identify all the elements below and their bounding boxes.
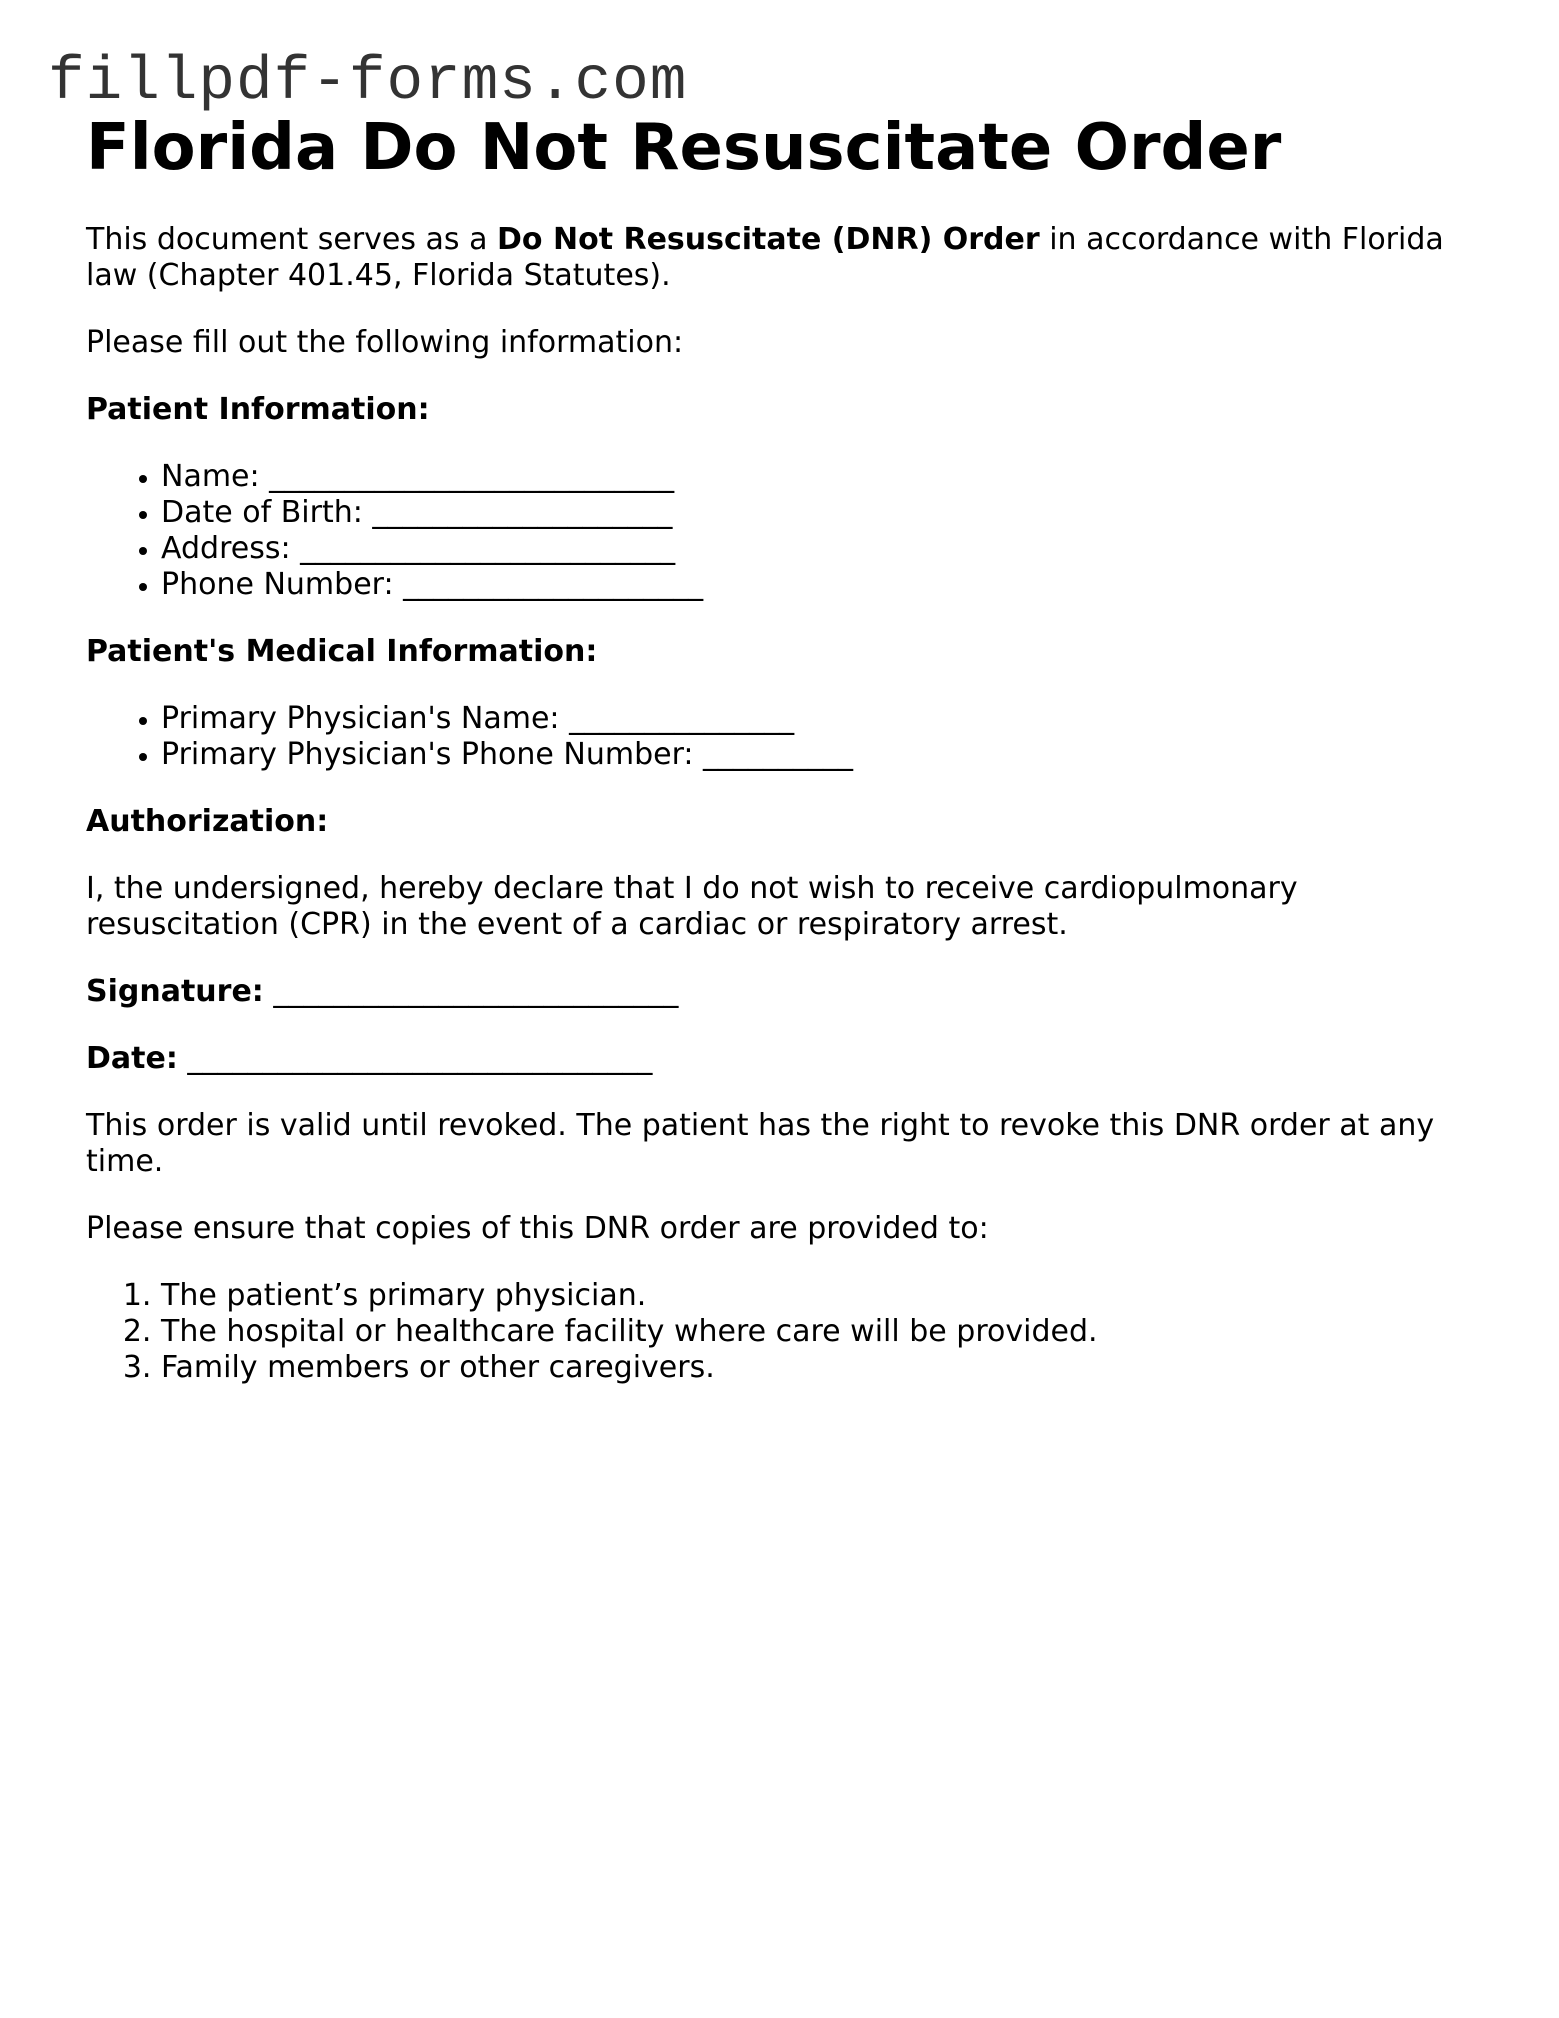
watermark: fillpdf-forms.com [48,48,688,117]
signature-blank[interactable]: ___________________________ [263,974,679,1009]
physician-name-field[interactable]: • Primary Physician's Name: _______________ [161,701,1486,737]
date-field[interactable] [86,1041,1486,1077]
authorization-text: I, the undersigned, hereby declare that I do not wish to receive cardiopulmonary resuscitation (CPR) in the event of a cardiac or respiratory arrest. [86,871,1298,942]
signature-field[interactable] [86,974,1486,1010]
list-item: 1. The patient’s primary physician. [161,1278,1486,1314]
intro-text-before: This document serves as a [86,222,498,257]
page-title: Florida Do Not Resuscitate Order [86,111,1282,185]
patient-dob-field[interactable]: • Date of Birth: ____________________ [161,495,1486,531]
fill-prompt: Please fill out the following information: [86,325,684,360]
physician-phone-field[interactable]: • Primary Physician's Phone Number: __________ [161,737,1486,773]
validity-text: This order is valid until revoked. The patient has the right to revoke this DNR order at any time. [86,1108,1435,1179]
document-page [86,108,1486,1386]
intro-bold-term: Do Not Resuscitate (DNR) Order [497,222,1040,257]
copies-prompt: Please ensure that copies of this DNR order are provided to: [86,1211,989,1246]
patient-address-field[interactable]: • Address: _________________________ [161,531,1486,567]
signature-label: Signature: [86,974,264,1009]
medical-info-list [86,701,1486,773]
intro-text-after: in accordance with Florida law (Chapter 401.45, Florida Statutes). [86,222,1444,293]
patient-info-heading: Patient Information: [86,392,430,427]
list-item: 2. The hospital or healthcare facility where care will be provided. [161,1314,1486,1350]
date-blank[interactable]: _______________________________ [177,1041,653,1076]
list-item: 3. Family members or other caregivers. [161,1350,1486,1386]
patient-info-list [86,459,1486,603]
patient-phone-field[interactable]: • Phone Number: ____________________ [161,567,1486,603]
intro-paragraph [86,222,1486,294]
date-label: Date: [86,1041,178,1076]
authorization-heading: Authorization: [86,804,329,839]
copies-list [86,1278,1486,1386]
patient-name-field[interactable]: • Name: ___________________________ [161,459,1486,495]
medical-info-heading: Patient's Medical Information: [86,634,598,669]
